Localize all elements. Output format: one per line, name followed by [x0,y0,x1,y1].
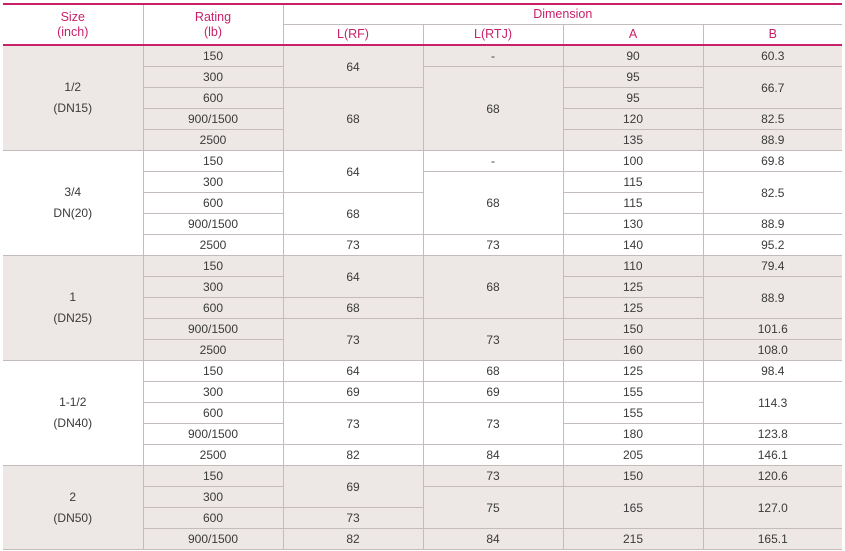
a-cell: 130 [563,214,703,235]
rating-cell: 300 [143,382,283,403]
size-group-dn20 [3,151,842,256]
b-header: B [703,25,842,46]
size-line1: 2 [69,489,77,504]
l-rf-cell: 64 [283,151,423,193]
size-line2: (DN15) [53,101,93,115]
l-rf-cell: 82 [283,445,423,466]
a-cell: 100 [563,151,703,172]
size-header-line2: (inch) [57,24,89,39]
a-cell: 115 [563,172,703,193]
rating-cell: 150 [143,256,283,277]
a-cell: 120 [563,109,703,130]
rating-cell: 900/1500 [143,529,283,550]
b-cell: 82.5 [703,172,842,214]
size-header [3,4,143,45]
l-rtj-cell: 73 [423,235,563,256]
a-cell: 95 [563,88,703,109]
b-cell: 101.6 [703,319,842,340]
l-rf-cell: 68 [283,193,423,235]
l-rtj-cell: 73 [423,403,563,445]
b-cell: 114.3 [703,382,842,424]
table-row [3,45,842,67]
size-group-dn25 [3,256,842,361]
rating-header [143,4,283,45]
size-line1: 3/4 [64,185,82,199]
b-cell: 82.5 [703,109,842,130]
size-line2: DN(20) [53,206,93,220]
l-rtj-cell: 68 [423,67,563,151]
b-cell: 127.0 [703,487,842,529]
b-cell: 165.1 [703,529,842,550]
a-cell: 155 [563,382,703,403]
rating-cell: 150 [143,466,283,487]
a-cell: 160 [563,340,703,361]
size-line1: 1-1/2 [59,395,87,409]
l-rf-cell: 73 [283,508,423,529]
l-rtj-cell: 69 [423,382,563,403]
b-cell: 88.9 [703,277,842,319]
a-cell: 90 [563,45,703,67]
a-header: A [563,25,703,46]
rating-cell: 600 [143,403,283,424]
size-group-dn15 [3,45,842,151]
a-cell: 125 [563,277,703,298]
l-rtj-cell: - [423,151,563,172]
l-rtj-cell: 73 [423,319,563,361]
l-rf-cell: 64 [283,256,423,298]
rating-header-line2: (lb) [203,24,223,39]
size-cell [3,45,143,151]
dimension-table [3,3,842,550]
b-cell: 79.4 [703,256,842,277]
rating-cell: 600 [143,193,283,214]
rating-cell: 900/1500 [143,424,283,445]
l-rtj-header: L(RTJ) [423,25,563,46]
rating-header-line1: Rating [194,9,232,24]
b-cell: 146.1 [703,445,842,466]
size-line1: 1/2 [64,80,82,94]
size-cell [3,151,143,256]
table-row [3,361,842,382]
l-rf-cell: 68 [283,88,423,151]
l-rtj-cell: 84 [423,529,563,550]
l-rf-cell: 73 [283,319,423,361]
rating-cell: 900/1500 [143,319,283,340]
rating-cell: 600 [143,298,283,319]
rating-cell: 900/1500 [143,109,283,130]
l-rtj-cell: - [423,45,563,67]
size-line2: (DN40) [53,416,93,430]
a-cell: 150 [563,466,703,487]
l-rf-cell: 68 [283,298,423,319]
b-cell: 88.9 [703,130,842,151]
size-cell [3,466,143,550]
rating-cell: 300 [143,487,283,508]
size-cell [3,256,143,361]
l-rf-cell: 73 [283,235,423,256]
a-cell: 115 [563,193,703,214]
l-rf-header: L(RF) [283,25,423,46]
table-row [3,151,842,172]
rating-cell: 150 [143,361,283,382]
a-cell: 215 [563,529,703,550]
a-cell: 110 [563,256,703,277]
table-row [3,256,842,277]
size-line2: (DN50) [53,510,93,525]
rating-cell: 300 [143,172,283,193]
a-cell: 140 [563,235,703,256]
size-header-line1: Size [60,9,85,24]
table-row [3,466,842,487]
rating-cell: 900/1500 [143,214,283,235]
rating-cell: 2500 [143,340,283,361]
rating-cell: 2500 [143,445,283,466]
rating-cell: 600 [143,88,283,109]
size-group-dn40 [3,361,842,466]
l-rf-cell: 73 [283,403,423,445]
l-rtj-cell: 68 [423,361,563,382]
b-cell: 95.2 [703,235,842,256]
b-cell: 88.9 [703,214,842,235]
l-rtj-cell: 73 [423,466,563,487]
l-rf-cell: 82 [283,529,423,550]
a-cell: 95 [563,67,703,88]
b-cell: 66.7 [703,67,842,109]
rating-cell: 2500 [143,130,283,151]
b-cell: 69.8 [703,151,842,172]
l-rf-cell: 64 [283,361,423,382]
b-cell: 120.6 [703,466,842,487]
l-rf-cell: 69 [283,382,423,403]
size-line2: (DN25) [53,311,93,325]
dimension-header: Dimension [283,4,842,25]
rating-cell: 600 [143,508,283,529]
table-header [3,4,842,45]
rating-cell: 300 [143,67,283,88]
rating-cell: 2500 [143,235,283,256]
l-rf-cell: 69 [283,466,423,508]
size-group-dn50 [3,466,842,550]
a-cell: 205 [563,445,703,466]
a-cell: 150 [563,319,703,340]
l-rtj-cell: 68 [423,172,563,235]
l-rtj-cell: 84 [423,445,563,466]
l-rtj-cell: 75 [423,487,563,529]
l-rf-cell: 64 [283,45,423,88]
a-cell: 125 [563,361,703,382]
a-cell: 155 [563,403,703,424]
l-rtj-cell: 68 [423,256,563,319]
b-cell: 98.4 [703,361,842,382]
rating-cell: 150 [143,151,283,172]
b-cell: 108.0 [703,340,842,361]
rating-cell: 300 [143,277,283,298]
a-cell: 180 [563,424,703,445]
size-line1: 1 [69,290,77,304]
a-cell: 135 [563,130,703,151]
a-cell: 165 [563,487,703,529]
b-cell: 60.3 [703,45,842,67]
b-cell: 123.8 [703,424,842,445]
a-cell: 125 [563,298,703,319]
rating-cell: 150 [143,45,283,67]
size-cell [3,361,143,466]
